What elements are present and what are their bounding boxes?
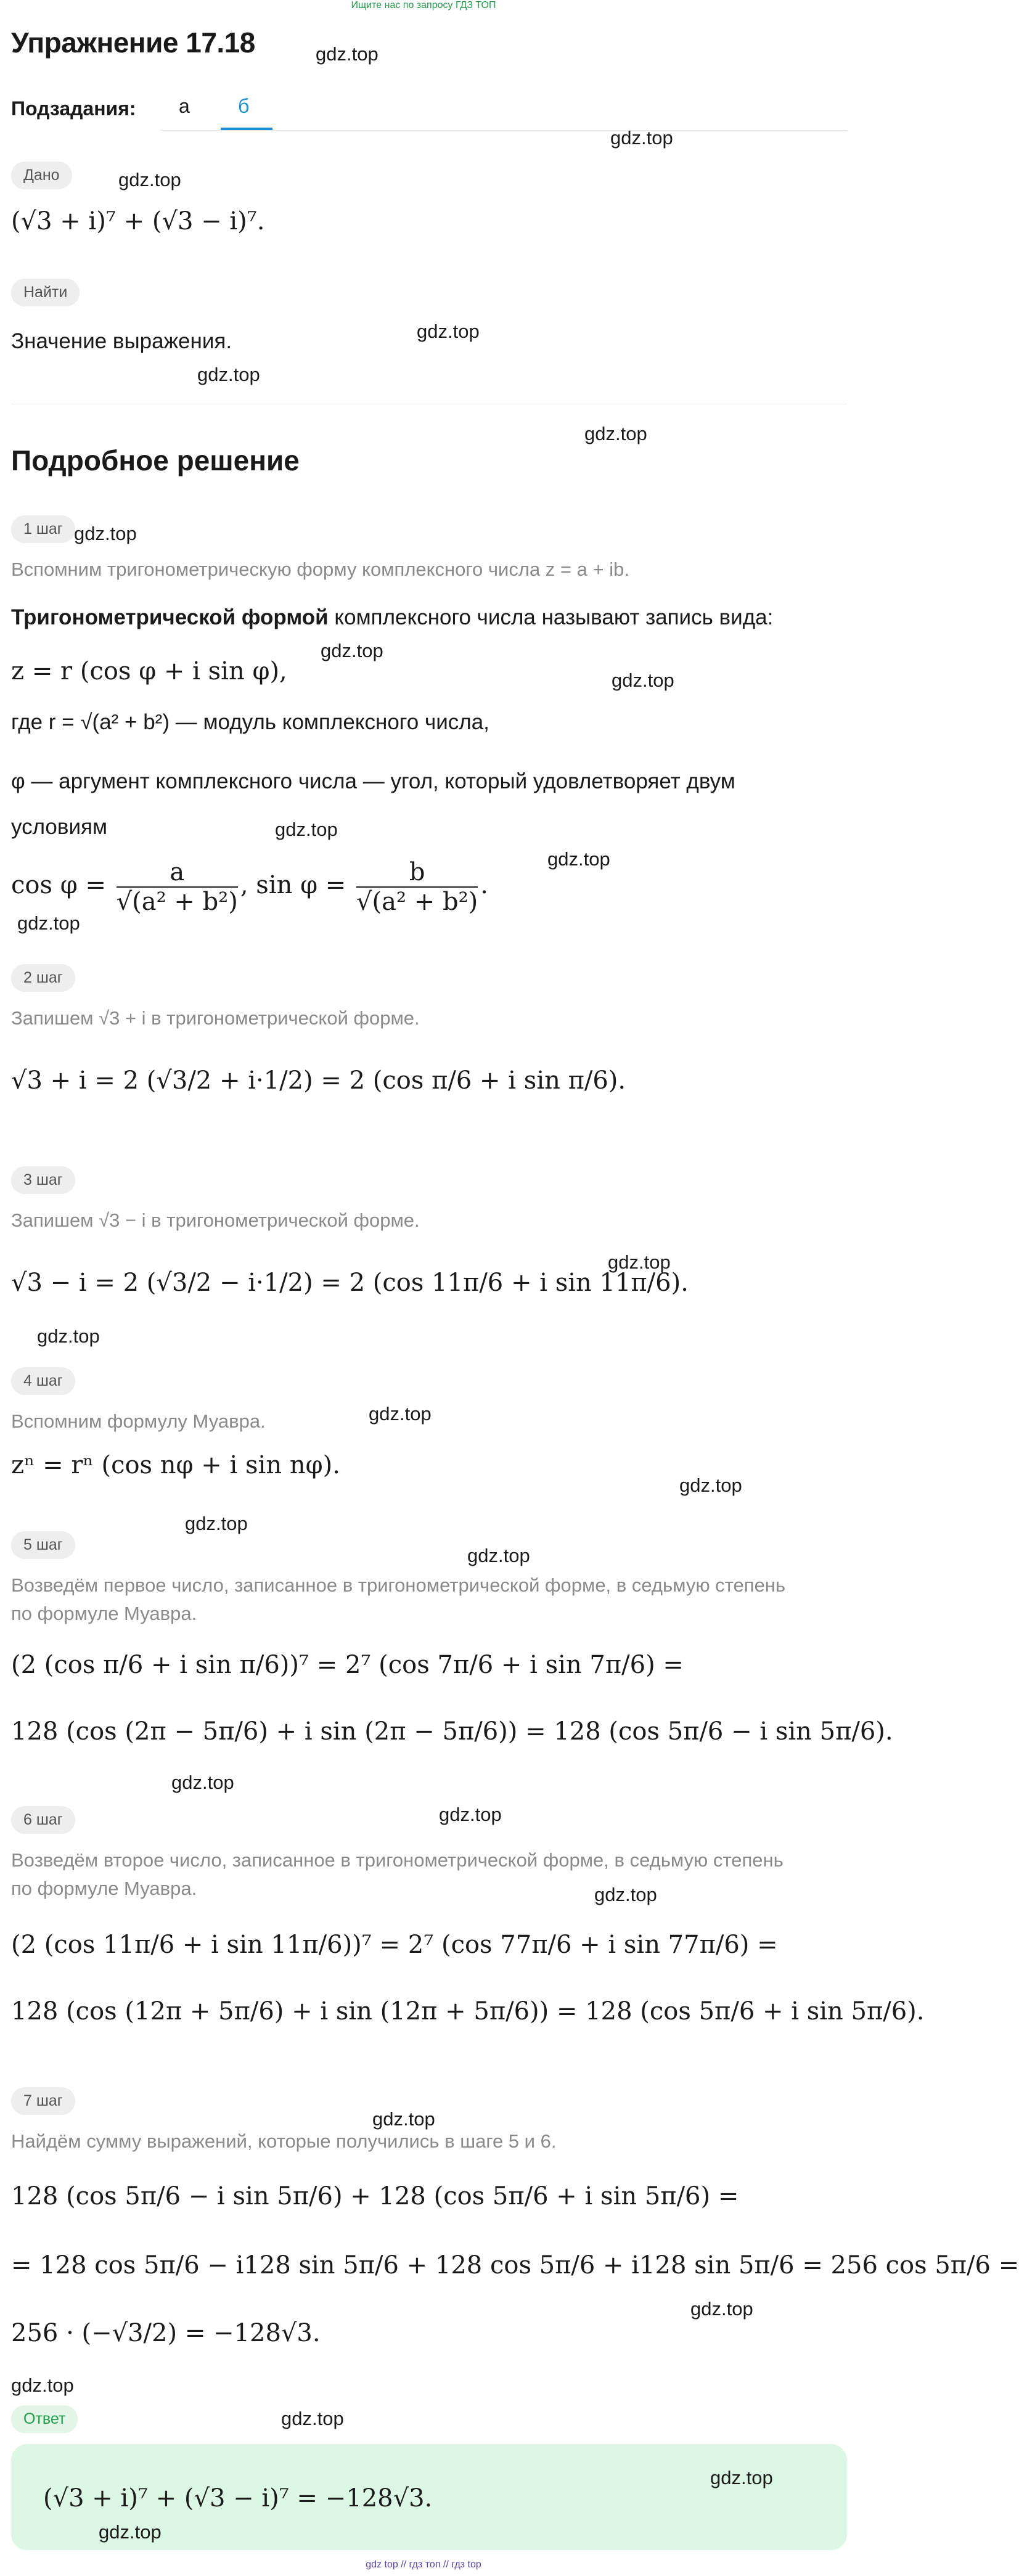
fraction-b (356, 858, 478, 916)
watermark: gdz.top (118, 169, 181, 190)
step7-formula2: = 128 cos 5π/6 − i128 sin 5π/6 + 128 cos 5π/6 + i128 sin 5π/6 = 256 cos 5π/6 = (11, 2251, 1019, 2280)
tabs-divider (160, 130, 847, 131)
fraction-a-num: a (117, 858, 238, 888)
step7-formula3: 256 · (−√3/2) = −128√3. (11, 2319, 321, 2347)
bottom-banner[interactable]: gdz top // гдз топ // гдз top (366, 2559, 481, 2570)
watermark: gdz.top (17, 912, 80, 934)
watermark: gdz.top (594, 1884, 657, 1905)
step1-chip: 1 шаг (11, 515, 75, 543)
step1-conditions: условиям (11, 815, 108, 839)
step5-formula1: (2 (cos π/6 + i sin π/6))⁷ = 2⁷ (cos 7π/6 + i sin 7π/6) = (11, 1651, 684, 1679)
watermark: gdz.top (316, 43, 379, 65)
step4-hint: Вспомним формулу Муавра. (11, 1410, 266, 1432)
step5-chip: 5 шаг (11, 1531, 75, 1559)
find-chip: Найти (11, 279, 80, 306)
given-chip: Дано (11, 162, 72, 189)
watermark: gdz.top (679, 1474, 742, 1496)
step1-formula1: z = r (cos φ + i sin φ), (11, 657, 287, 685)
fraction-b-num: b (356, 858, 478, 888)
answer-formula: (√3 + i)⁷ + (√3 − i)⁷ = −128√3. (43, 2484, 433, 2513)
watermark: gdz.top (37, 1325, 100, 1347)
step2-formula: √3 + i = 2 (√3/2 + i·1/2) = 2 (cos π/6 + i sin π/6). (11, 1066, 626, 1095)
step1-formula2 (11, 858, 488, 916)
watermark: gdz.top (417, 321, 480, 342)
watermark: gdz.top (369, 1403, 432, 1425)
step2-chip: 2 шаг (11, 964, 75, 992)
step6-formula2: 128 (cos (12π + 5π/6) + i sin (12π + 5π/6)) = 128 (cos 5π/6 + i sin 5π/6). (11, 1997, 925, 2026)
watermark: gdz.top (321, 640, 383, 661)
watermark: gdz.top (197, 364, 260, 385)
fraction-b-den: √(a² + b²) (356, 888, 478, 916)
watermark: gdz.top (372, 2108, 435, 2130)
watermark: gdz.top (612, 669, 674, 691)
step5-formula2: 128 (cos (2π − 5π/6) + i sin (2π − 5π/6)) = 128 (cos 5π/6 − i sin 5π/6). (11, 1717, 893, 1746)
step3-formula: √3 − i = 2 (√3/2 − i·1/2) = 2 (cos 11π/6 + i sin 11π/6). (11, 1269, 689, 1297)
tab-a[interactable]: а (179, 95, 190, 117)
step1-formula2-end: . (480, 871, 488, 899)
step3-hint: Запишем √3 − i в тригонометрической форме. (11, 1209, 420, 1231)
watermark: gdz.top (467, 1545, 530, 1566)
step6-chip: 6 шаг (11, 1806, 75, 1834)
watermark: gdz.top (690, 2298, 753, 2320)
watermark: gdz.top (185, 1513, 248, 1534)
step7-hint: Найдём сумму выражений, которые получились в шаге 5 и 6. (11, 2130, 557, 2152)
step6-formula1: (2 (cos 11π/6 + i sin 11π/6))⁷ = 2⁷ (cos 77π/6 + i sin 77π/6) = (11, 1931, 778, 1959)
page-title: Упражнение 17.18 (11, 27, 255, 59)
step6-hint1: Возведём второе число, записанное в тригонометрической форме, в седьмую степень (11, 1849, 784, 1871)
watermark: gdz.top (610, 127, 673, 149)
given-expression: (√3 + i)⁷ + (√3 − i)⁷. (11, 207, 265, 235)
tab-b[interactable]: б (238, 95, 250, 117)
step4-formula: zⁿ = rⁿ (cos nφ + i sin nφ). (11, 1451, 340, 1479)
step1-formula2-mid: , sin φ = (240, 871, 346, 899)
watermark: gdz.top (608, 1251, 671, 1273)
step7-chip: 7 шаг (11, 2087, 75, 2115)
step1-modulus: где r = √(a² + b²) — модуль комплексного числа, (11, 710, 489, 734)
step1-bold: Тригонометрической формой (11, 605, 329, 629)
watermark: gdz.top (710, 2467, 773, 2488)
watermark: gdz.top (584, 423, 647, 444)
watermark: gdz.top (11, 2374, 74, 2396)
step7-formula1: 128 (cos 5π/6 − i sin 5π/6) + 128 (cos 5π/6 + i sin 5π/6) = (11, 2182, 739, 2210)
step6-hint2: по формуле Муавра. (11, 1878, 197, 1899)
answer-chip: Ответ (11, 2405, 78, 2433)
watermark: gdz.top (171, 1772, 234, 1793)
step1-hint: Вспомним тригонометрическую форму комплексного числа z = a + ib. (11, 558, 629, 580)
fraction-a (117, 858, 238, 916)
step1-definition-rest: комплексного числа называют запись вида: (328, 605, 774, 629)
watermark: gdz.top (281, 2408, 344, 2429)
solution-title: Подробное решение (11, 444, 300, 476)
watermark: gdz.top (439, 1804, 502, 1825)
step5-hint2: по формуле Муавра. (11, 1603, 197, 1624)
watermark: gdz.top (74, 523, 137, 544)
step2-hint: Запишем √3 + i в тригонометрической форме. (11, 1007, 420, 1029)
watermark: gdz.top (547, 848, 610, 870)
step1-argument: φ — аргумент комплексного числа — угол, который удовлетворяет двум (11, 769, 735, 793)
step1-formula2-left: cos φ = (11, 871, 106, 899)
top-banner[interactable]: Ищите нас по запросу ГДЗ ТОП (351, 0, 496, 10)
step4-chip: 4 шаг (11, 1367, 75, 1395)
fraction-a-den: √(a² + b²) (116, 888, 238, 916)
active-tab-indicator (221, 128, 272, 130)
subtasks-label: Подзадания: (11, 97, 136, 120)
step1-definition (11, 605, 773, 630)
step3-chip: 3 шаг (11, 1166, 75, 1194)
watermark: gdz.top (275, 819, 338, 840)
step5-hint1: Возведём первое число, записанное в тригонометрической форме, в седьмую степень (11, 1574, 786, 1596)
find-text: Значение выражения. (11, 329, 232, 353)
watermark: gdz.top (99, 2521, 162, 2543)
